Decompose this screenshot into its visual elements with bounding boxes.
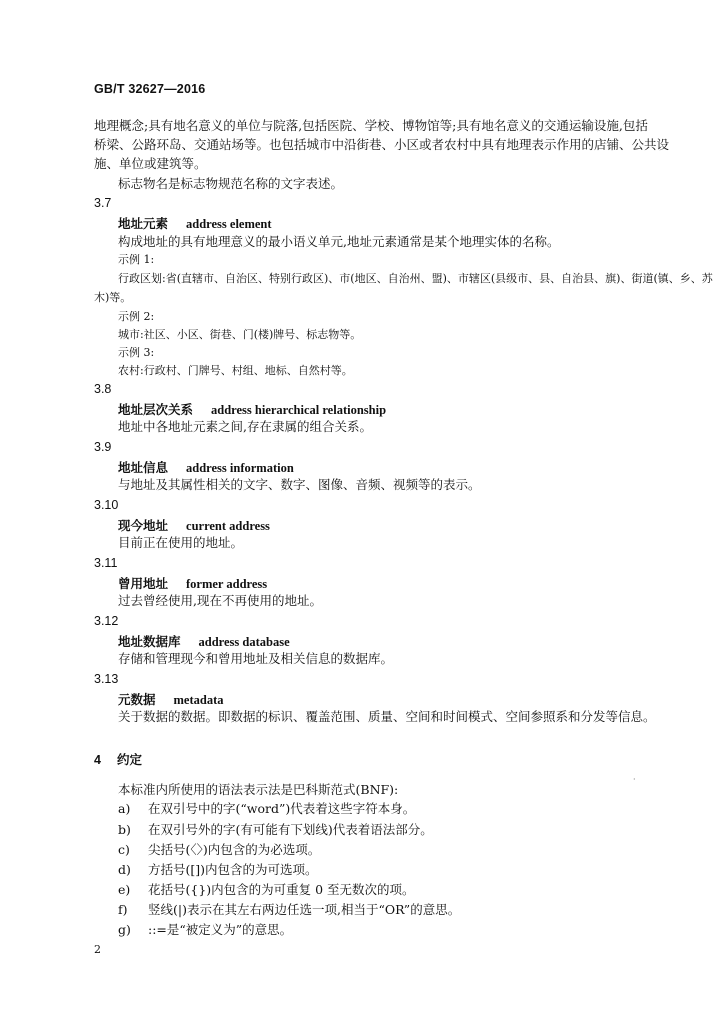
term-zh: 元数据 bbox=[118, 692, 156, 707]
clause-number-3-13: 3.13 bbox=[94, 672, 119, 686]
example-label-3: 示例 3: bbox=[118, 346, 155, 359]
definition-3-7: 构成地址的具有地理意义的最小语义单元,地址元素通常是某个地理实体的名称。 bbox=[118, 234, 560, 249]
list-item bbox=[118, 902, 460, 918]
term-en: metadata bbox=[173, 693, 224, 707]
clause-number-3-12: 3.12 bbox=[94, 614, 119, 628]
list-item-label: c) bbox=[118, 842, 130, 857]
term-zh: 曾用地址 bbox=[118, 576, 169, 591]
term-3-9 bbox=[118, 458, 294, 476]
term-zh: 地址层次关系 bbox=[118, 402, 194, 417]
list-item-label: e) bbox=[118, 882, 131, 897]
term-en: address hierarchical relationship bbox=[211, 403, 387, 417]
example-label-2: 示例 2: bbox=[118, 310, 155, 323]
section-title: 约定 bbox=[116, 752, 142, 767]
example-label-1: 示例 1: bbox=[118, 253, 155, 266]
list-item-text: ::=是“被定义为”的意思。 bbox=[148, 922, 293, 937]
term-3-13 bbox=[118, 690, 224, 708]
intro-line-4: 标志物名是标志物规范名称的文字表述。 bbox=[118, 176, 344, 191]
term-en: address element bbox=[186, 217, 272, 231]
list-item-text: 竖线(|)表示在其左右两边任选一项,相当于“OR”的意思。 bbox=[148, 902, 461, 917]
clause-number-3-11: 3.11 bbox=[94, 556, 118, 570]
definition-3-11: 过去曾经使用,现在不再使用的地址。 bbox=[118, 593, 322, 608]
list-item-label: a) bbox=[118, 801, 131, 816]
list-item-label: f) bbox=[118, 902, 128, 917]
term-3-7 bbox=[118, 214, 272, 232]
intro-line-3: 施、单位或建筑等。 bbox=[94, 156, 207, 171]
section-number: 4 bbox=[94, 753, 101, 767]
list-item-label: g) bbox=[118, 922, 131, 937]
term-zh: 地址数据库 bbox=[118, 634, 181, 649]
term-en: address information bbox=[186, 461, 294, 475]
term-3-10 bbox=[118, 516, 270, 534]
term-3-12 bbox=[118, 632, 290, 650]
clause-number-3-9: 3.9 bbox=[94, 440, 112, 454]
term-3-11 bbox=[118, 574, 267, 592]
list-item-text: 在双引号中的字(“word”)代表着这些字符本身。 bbox=[148, 801, 416, 816]
clause-number-3-7: 3.7 bbox=[94, 196, 112, 210]
intro-line-1: 地理概念;具有地名意义的单位与院落,包括医院、学校、博物馆等;具有地名意义的交通运输设施,包括 bbox=[94, 118, 648, 133]
term-zh: 地址信息 bbox=[118, 460, 169, 475]
list-item-text: 尖括号(〈〉)内包含的为必选项。 bbox=[148, 842, 321, 857]
clause-number-3-8: 3.8 bbox=[94, 382, 112, 396]
list-item-text: 在双引号外的字(有可能有下划线)代表着语法部分。 bbox=[148, 822, 433, 837]
list-item bbox=[118, 822, 433, 838]
term-3-8 bbox=[118, 400, 386, 418]
standard-header: GB/T 32627—2016 bbox=[94, 82, 206, 96]
clause-number-3-10: 3.10 bbox=[94, 498, 119, 512]
scan-mark: · bbox=[633, 775, 636, 784]
definition-3-12: 存储和管理现今和曾用地址及相关信息的数据库。 bbox=[118, 651, 394, 666]
list-item bbox=[118, 842, 320, 858]
term-en: current address bbox=[186, 519, 270, 533]
list-item bbox=[118, 862, 318, 878]
term-zh: 地址元素 bbox=[118, 216, 169, 231]
example-1-line-1: 行政区划:省(直辖市、自治区、特别行政区)、市(地区、自治州、盟)、市辖区(县级市、县、自治县、旗)、街道(镇、乡、苏 bbox=[118, 272, 713, 285]
term-en: former address bbox=[186, 577, 268, 591]
section-4-heading bbox=[94, 750, 142, 768]
definition-3-9: 与地址及其属性相关的文字、数字、图像、音频、视频等的表示。 bbox=[118, 477, 481, 492]
term-zh: 现今地址 bbox=[118, 518, 169, 533]
list-item-label: d) bbox=[118, 862, 131, 877]
intro-line-2: 桥梁、公路环岛、交通站场等。也包括城市中沿街巷、小区或者农村中具有地理表示作用的店铺、公共设 bbox=[94, 137, 670, 152]
definition-3-10: 目前正在使用的地址。 bbox=[118, 535, 244, 550]
list-item-text: 花括号({})内包含的为可重复 0 至无数次的项。 bbox=[148, 882, 415, 897]
list-item-text: 方括号([])内包含的为可选项。 bbox=[148, 862, 318, 877]
list-item bbox=[118, 922, 292, 938]
term-en: address database bbox=[198, 635, 290, 649]
definition-3-8: 地址中各地址元素之间,存在隶属的组合关系。 bbox=[118, 419, 372, 434]
list-item bbox=[118, 801, 415, 817]
section-4-intro: 本标准内所使用的语法表示法是巴科斯范式(BNF): bbox=[118, 782, 399, 797]
page-number: 2 bbox=[94, 943, 101, 956]
definition-3-13: 关于数据的数据。即数据的标识、覆盖范围、质量、空间和时间模式、空间参照系和分发等信息。 bbox=[118, 709, 656, 724]
example-2-text: 城市:社区、小区、街巷、门(楼)牌号、标志物等。 bbox=[118, 328, 362, 341]
list-item bbox=[118, 882, 415, 898]
example-3-text: 农村:行政村、门牌号、村组、地标、自然村等。 bbox=[118, 364, 353, 377]
list-item-label: b) bbox=[118, 822, 131, 837]
example-1-line-2: 木)等。 bbox=[94, 291, 132, 304]
